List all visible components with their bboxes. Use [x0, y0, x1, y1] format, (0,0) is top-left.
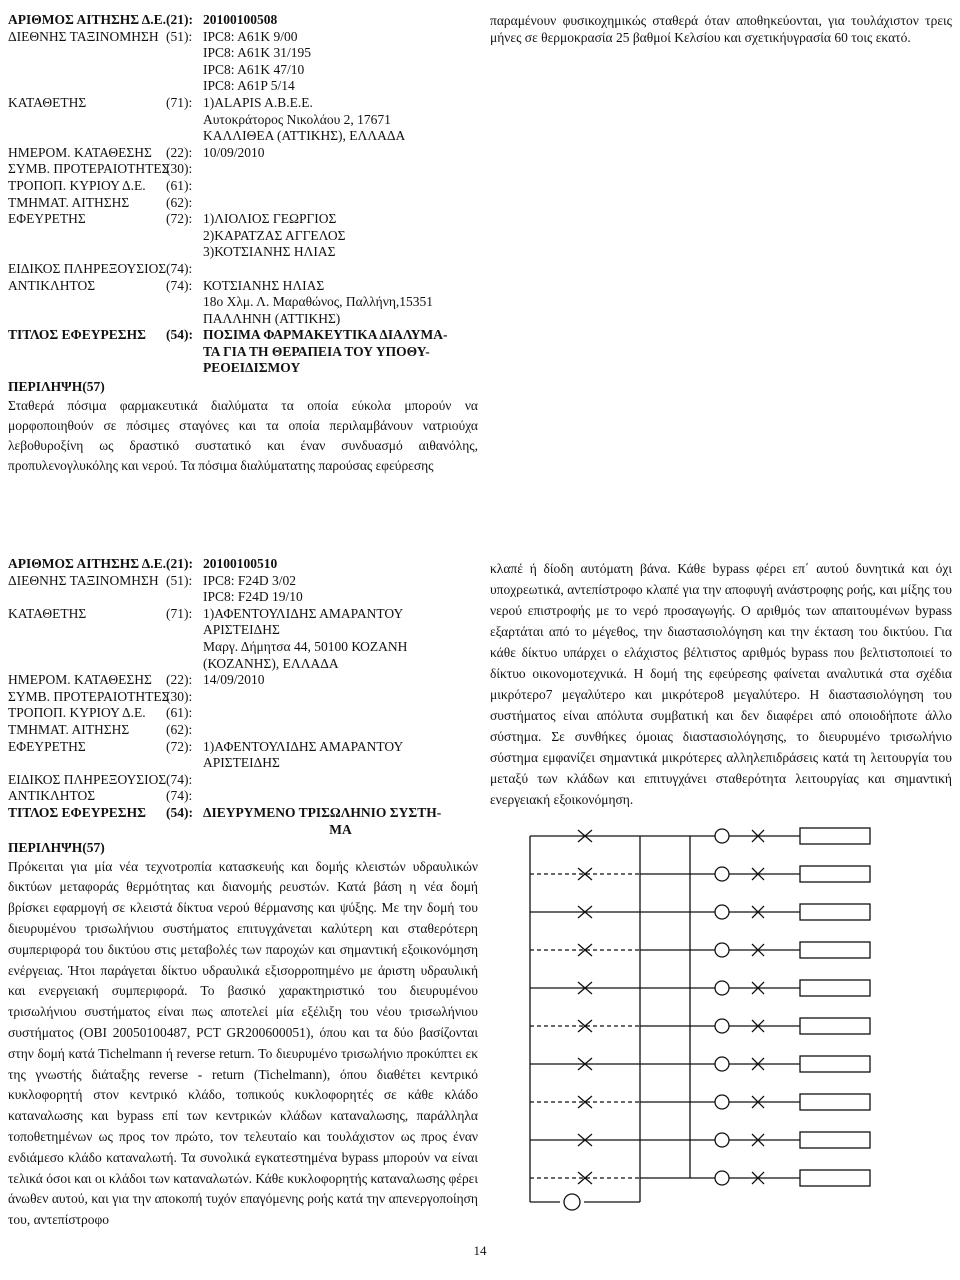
record-1-abstract-continuation: παραμένουν φυσικοχημικώς σταθερά όταν αποθηκεύονται, για τουλάχιστον τρεις μήνες σε θερμοκρασία 25 βαθμοί Κελσίου και σχετικήυγρασία 60 τοις εκατό. — [490, 13, 952, 45]
field-label: ΑΝΤΙΚΛΗΤΟΣ — [8, 788, 96, 804]
field-text: ΑΡΙΣΤΕΙΔΗΣ — [203, 622, 280, 638]
consumer-unit — [800, 942, 870, 958]
record-2-title-row — [8, 805, 478, 838]
record-1-fields — [8, 12, 478, 327]
field-text: IPC8: A61K 9/00 — [203, 28, 298, 44]
field-label: ΣΥΜΒ. ΠΡΟΤΕΡΑΙΟΤΗΤΕΣ — [8, 688, 170, 704]
consumer-unit — [800, 828, 870, 844]
field-label: ΚΑΤΑΘΕΤΗΣ — [8, 94, 87, 110]
field-code: (74): — [166, 277, 193, 293]
field-code: (71): — [166, 605, 193, 621]
local-pump-icon — [715, 829, 729, 843]
field-row — [8, 195, 478, 212]
abstract-text: Πρόκειται για μία νέα τεχνοτροπία κατασκευής και δομής κλειστών υδραυλικών δικτύων μεταφοράς θερμότητας και διανομής ρευστών. Κατά βάση η νέα δομή βρίσκει εφαρμογή σε κλειστά δίκτυα νερού θέρμανσης και ψύξης. Με την δομή του διευρυμένου τρισωλήνιου συστήματος επιτυγχάνεται καλύτερη και σταθερότερη συμπεριφορά του δικτύου στις μεταβολές των παροχών και σημαντική εξοικονόμηση ενέργειας. Ήτοι παράγεται δίκτυο υδραυλικά εξισορροπημένο με άριστη υδραυλική και ενεργειακή συμπεριφορά. Το βασικό χαρακτηριστικό του διευρυμένου τρισωλήνιου συστήματος είναι πως αποτελεί μία εξέλιξη του νέου τρισωλήνιου συστήματος (ΟΒΙ 20050100487, PCT GR200600051), όπου και τα δύο βασίζονται στην δομή κατά Tichelmann ή reverse return. Το διευρυμένο τρισωλήνιο προκύπτει εκ της γνωστής διάταξης reverse - return (Tichelmann), όπου διαθέτει κεντρικό κυκλοφορητή στον κεντρικό κλάδο, τοπικούς κυκλοφορητές σε κάθε κλάδο καταναλωσης και bypass επί των κεντρικών κλάδων καταναλωσης, παράλληλα τοποθετημένων ως προς τον πρώτο, τον τελευταίο και τουλάχιστον ως προς έναν ενδιάμεσο κλάδο καταναλωτή. Τα συνολικά εγκατεστημένα bypass μπορούν να είναι τελικά όσοι και οι κλάδοι των καταναλωτών. Κάθε κυκλοφορητής καταναλωσης φέρει άνωθεν αυτού, και για την αποκοπή τυχόν επαγόμενης ροής κατά την απενεργοποίηση του, αντεπίστροφο — [8, 858, 478, 1228]
field-text: (ΚΟΖΑΝΗΣ), ΕΛΛΑΔΑ — [203, 655, 339, 671]
invention-title: (54): ΠΟΣΙΜΑ ΦΑΡΜΑΚΕΥΤΙΚΑ ΔΙΑΛΥΜΑ- ΤΑ ΓΙΑ ΤΗ ΘΕΡΑΠΕΙΑ ΤΟΥ ΥΠΟΘΥ- ΡΕΟΕΙΔΙΣΜΟΥ — [166, 327, 448, 376]
field-code: (30): — [166, 688, 193, 704]
field-label: ΤΜΗΜΑΤ. ΑΙΤΗΣΗΣ — [8, 721, 130, 737]
field-value — [166, 556, 478, 573]
consumer-unit — [800, 1056, 870, 1072]
field-code: (51): — [166, 572, 193, 588]
local-pump-icon — [715, 1171, 729, 1185]
consumer-unit — [800, 980, 870, 996]
field-label: ΤΡΟΠΟΠ. ΚΥΡΙΟΥ Δ.Ε. — [8, 177, 146, 193]
central-pump-icon — [564, 1194, 580, 1210]
field-text: IPC8: A61K 47/10 — [203, 61, 305, 77]
title-label: ΤΙΤΛΟΣ ΕΦΕΥΡΕΣΗΣ — [8, 327, 146, 343]
record-1-title-row — [8, 327, 478, 377]
diagram-lines — [530, 828, 870, 1210]
field-text: ΚΑΛΛΙΘΕΑ (ΑΤΤΙΚΗΣ), ΕΛΛΑΔΑ — [203, 128, 406, 144]
field-code: (62): — [166, 721, 193, 737]
record-2 — [8, 556, 478, 1231]
abstract-heading: ΠΕΡΙΛΗΨΗ(57) — [8, 840, 105, 856]
field-value — [166, 211, 478, 261]
consumer-unit — [800, 1018, 870, 1034]
field-row — [8, 672, 478, 689]
field-value — [166, 95, 478, 145]
field-code: (72): — [166, 738, 193, 754]
field-row — [8, 178, 478, 195]
local-pump-icon — [715, 943, 729, 957]
field-text: ΑΡΙΣΤΕΙΔΗΣ — [203, 755, 280, 771]
field-code: (21): — [166, 556, 193, 571]
field-text: IPC8: F24D 19/10 — [203, 589, 303, 605]
field-label: ΗΜΕΡΟΜ. ΚΑΤΑΘΕΣΗΣ — [8, 144, 152, 160]
field-text: 1)ΑΦΕΝΤΟΥΛΙΔΗΣ ΑΜΑΡΑΝΤΟΥ — [203, 738, 404, 754]
field-text: ΚΟΤΣΙΑΝΗΣ ΗΛΙΑΣ — [203, 277, 325, 293]
field-value — [166, 772, 478, 789]
field-text: 18o Χλμ. Λ. Μαραθώνος, Παλλήνη,15351 — [203, 294, 434, 310]
abstract-text: Σταθερά πόσιμα φαρμακευτικά διαλύματα τα οποία εύκολα μπορούν να μορφοποιηθούν σε πόσιμες σταγόνες και τα οποία περιλαμβάνουν νατριούχα λεβοθυροξίνη ως δραστικό συστατικό και έναν συνδυασμό αιθανόλης, προπυλενογλυκόλης και νερού. Τα πόσιμα διαλύματατης παρούσας εφεύρεσης — [8, 397, 478, 473]
consumer-unit — [800, 1094, 870, 1110]
field-value — [166, 722, 478, 739]
local-pump-icon — [715, 867, 729, 881]
field-row — [8, 689, 478, 706]
field-row — [8, 788, 478, 805]
field-text: 3)ΚΟΤΣΙΑΝΗΣ ΗΛΙΑΣ — [203, 244, 336, 260]
record-1 — [8, 12, 478, 476]
field-label: ΕΙΔΙΚΟΣ ΠΛΗΡΕΞΟΥΣΙΟΣ — [8, 771, 167, 787]
field-text: 1)ΛΙΟΛΙΟΣ ΓΕΩΡΓΙΟΣ — [203, 211, 337, 227]
record-2-abstract-continuation: κλαπέ ή δίοδη αυτόματη βάνα. Κάθε bypass φέρει επ΄ αυτού δυνητικά και όχι υποχρεωτικά, αντεπίστροφο κλαπέ για την αποφυγή ανάστροφης ροής, και μίξης του νερού επιστροφής με το νερό προσαγωγής. Ο αριθμός των απαιτουμένων bypass εξαρτάται από το μέγεθος, την διαστασιολόγηση και την έκταση του δικτύου. Για κάθε δίκτυο υπάρχει ο ελάχιστος βέλτιστος αριθμός bypass που βελτιστοποιεί το δίκτυο οικονομοτεχνικά. Η δομή της εφεύρεσης φαίνεται αναλυτικά στα σχέδια μικρότερο7 μεγαλύτερο και μικρότερο8 μεγαλύτερο. Η διαστασιολόγηση του συστήματος είναι απόλυτα συμβατική και δεν διαφέρει από οποιοδήποτε άλλο σύστημα. Σε συνθήκες όμοιας διαστασιολόγησης, το διευρυμένο τρισωλήνιο σύστημα εμφανίζει σημαντικά μικρότερες αλληλεπιδράσεις κατά τη λειτουργία του μεταξύ των κλάδων και επιτυγχάνει σταθερότητα λειτουργίας και σημαντική ενεργειακή εξοικονόμηση. — [490, 561, 952, 807]
field-value — [166, 12, 478, 29]
field-text: 14/09/2010 — [203, 672, 265, 688]
field-value — [166, 739, 478, 772]
field-row — [8, 556, 478, 573]
consumer-unit — [800, 866, 870, 882]
field-code: (74): — [166, 260, 193, 276]
field-row — [8, 161, 478, 178]
field-text: ΠΑΛΛΗΝΗ (ΑΤΤΙΚΗΣ) — [203, 310, 341, 326]
local-pump-icon — [715, 981, 729, 995]
field-value — [166, 161, 478, 178]
page-number: 14 — [473, 1243, 487, 1258]
field-code: (72): — [166, 211, 193, 227]
field-code: (71): — [166, 94, 193, 110]
field-label: ΕΦΕΥΡΕΤΗΣ — [8, 738, 86, 754]
field-row — [8, 573, 478, 606]
field-value — [166, 606, 478, 672]
field-code: (22): — [166, 144, 193, 160]
consumer-unit — [800, 904, 870, 920]
field-label: ΕΦΕΥΡΕΤΗΣ — [8, 211, 86, 227]
field-label: ΣΥΜΒ. ΠΡΟΤΕΡΑΙΟΤΗΤΕΣ — [8, 161, 170, 177]
field-value — [166, 195, 478, 212]
field-value — [166, 278, 478, 328]
field-row — [8, 261, 478, 278]
local-pump-icon — [715, 1133, 729, 1147]
local-pump-icon — [715, 905, 729, 919]
field-row — [8, 12, 478, 29]
field-row — [8, 211, 478, 261]
field-label: ΤΜΗΜΑΤ. ΑΙΤΗΣΗΣ — [8, 194, 130, 210]
field-row — [8, 722, 478, 739]
field-value — [166, 261, 478, 278]
field-row — [8, 145, 478, 162]
field-label: ΔΙΕΘΝΗΣ ΤΑΞΙΝΟΜΗΣΗ — [8, 28, 159, 44]
field-label: ΤΡΟΠΟΠ. ΚΥΡΙΟΥ Δ.Ε. — [8, 705, 146, 721]
field-code: (74): — [166, 788, 193, 804]
field-row — [8, 95, 478, 145]
field-row — [8, 606, 478, 672]
field-label: ΗΜΕΡΟΜ. ΚΑΤΑΘΕΣΗΣ — [8, 672, 152, 688]
field-text: IPC8: A61K 31/195 — [203, 45, 312, 61]
title-label: ΤΙΤΛΟΣ ΕΦΕΥΡΕΣΗΣ — [8, 804, 146, 820]
field-code: (21): — [166, 12, 193, 27]
field-label: ΕΙΔΙΚΟΣ ΠΛΗΡΕΞΟΥΣΙΟΣ — [8, 260, 167, 276]
field-row — [8, 739, 478, 772]
field-value — [166, 178, 478, 195]
field-code: (61): — [166, 177, 193, 193]
field-text: 1)ALAPIS A.B.E.E. — [203, 94, 313, 110]
consumer-unit — [800, 1170, 870, 1186]
field-code: (30): — [166, 161, 193, 177]
field-code: (62): — [166, 194, 193, 210]
field-value — [166, 29, 478, 95]
local-pump-icon — [715, 1057, 729, 1071]
field-text: 1)ΑΦΕΝΤΟΥΛΙΔΗΣ ΑΜΑΡΑΝΤΟΥ — [203, 605, 404, 621]
field-row — [8, 29, 478, 95]
field-text: Μαργ. Δήμητσα 44, 50100 ΚΟΖΑΝΗ — [203, 638, 408, 654]
field-code: (61): — [166, 705, 193, 721]
field-label: ΑΝΤΙΚΛΗΤΟΣ — [8, 277, 96, 293]
field-label: ΑΡΙΘΜΟΣ ΑΙΤΗΣΗΣ Δ.Ε. — [8, 556, 166, 571]
field-text: Αυτοκράτορος Νικολάου 2, 17671 — [203, 111, 391, 127]
field-label: ΔΙΕΘΝΗΣ ΤΑΞΙΝΟΜΗΣΗ — [8, 572, 159, 588]
field-text: IPC8: A61P 5/14 — [203, 78, 295, 94]
local-pump-icon — [715, 1019, 729, 1033]
abstract-heading: ΠΕΡΙΛΗΨΗ(57) — [8, 379, 105, 395]
field-text: 20100100508 — [203, 12, 278, 27]
field-text: IPC8: F24D 3/02 — [203, 572, 297, 588]
local-pump-icon — [715, 1095, 729, 1109]
field-text: 2)ΚΑΡΑΤΖΑΣ ΑΓΓΕΛΟΣ — [203, 227, 346, 243]
invention-title: (54): ΔΙΕΥΡΥΜΕΝΟ ΤΡΙΣΩΛΗΝΙΟ ΣΥΣΤΗ- ΜΑ — [166, 804, 442, 837]
field-label: ΚΑΤΑΘΕΤΗΣ — [8, 605, 87, 621]
field-code: (22): — [166, 672, 193, 688]
field-code: (74): — [166, 771, 193, 787]
field-row — [8, 278, 478, 328]
field-text: 10/09/2010 — [203, 144, 265, 160]
consumer-unit — [800, 1132, 870, 1148]
field-value — [166, 672, 478, 689]
field-row — [8, 772, 478, 789]
field-code: (51): — [166, 28, 193, 44]
field-text: 20100100510 — [203, 556, 278, 571]
field-value — [166, 145, 478, 162]
record-2-fields — [8, 556, 478, 805]
field-value — [166, 689, 478, 706]
field-value — [166, 788, 478, 805]
field-value — [166, 705, 478, 722]
field-label: ΑΡΙΘΜΟΣ ΑΙΤΗΣΗΣ Δ.Ε. — [8, 12, 166, 27]
field-value — [166, 573, 478, 606]
piping-network-diagram — [500, 822, 940, 1212]
field-row — [8, 705, 478, 722]
